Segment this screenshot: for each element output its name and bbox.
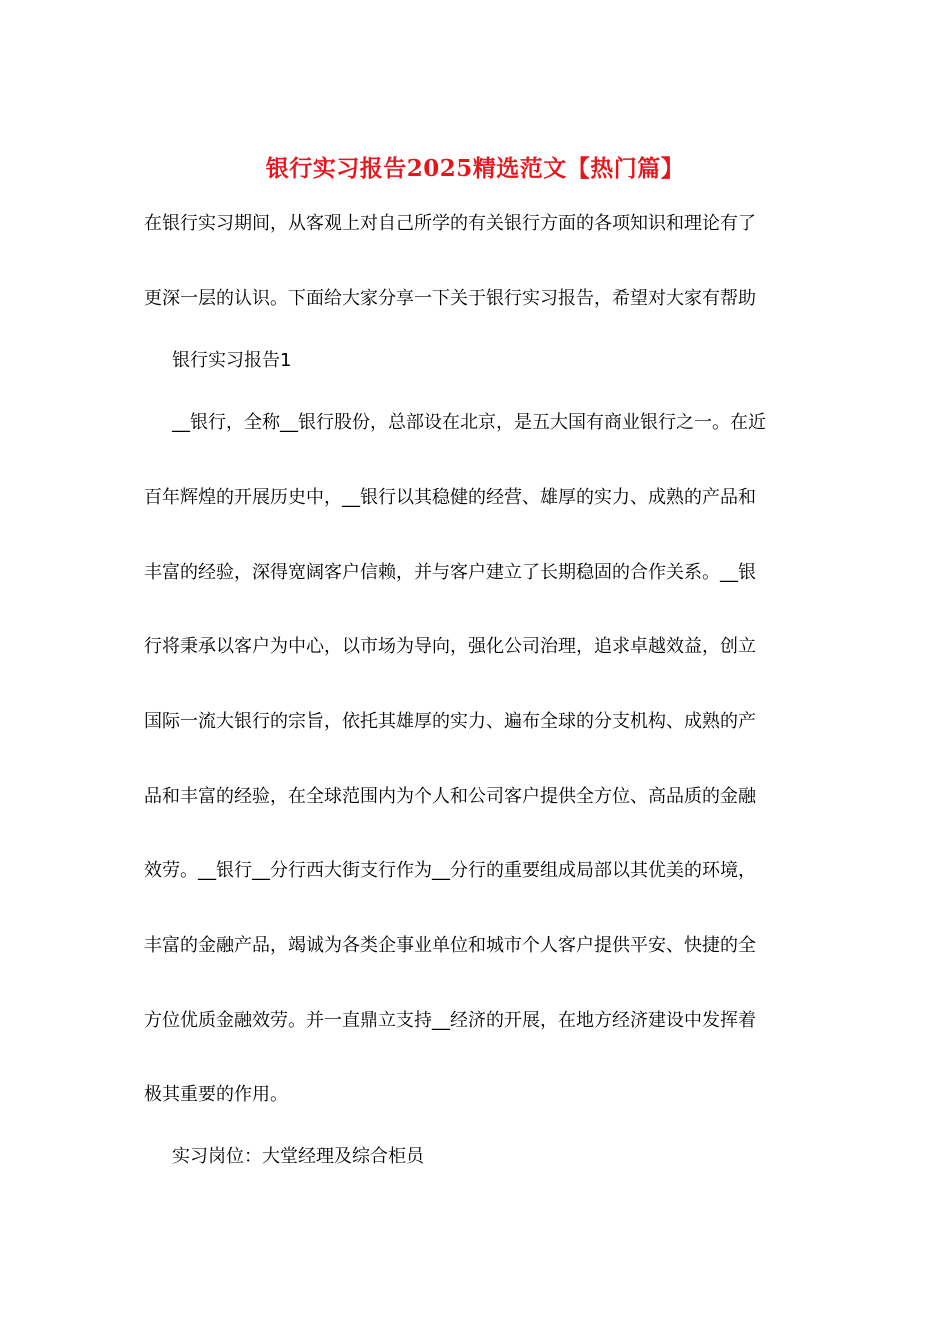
paragraph-line: 极其重要的作用。 (144, 1084, 288, 1105)
paragraph-line: 效劳。__银行__分行西大街支行作为__分行的重要组成局部以其优美的环境， (144, 860, 756, 881)
paragraph-line: 丰富的金融产品，竭诚为各类企事业单位和城市个人客户提供平安、快捷的全 (144, 935, 756, 956)
document-title: 银行实习报告2025精选范文【热门篇】 (265, 155, 685, 182)
paragraph-line: 品和丰富的经验，在全球范围内为个人和公司客户提供全方位、高品质的金融 (144, 786, 756, 807)
paragraph-line: __银行，全称__银行股份，总部设在北京，是五大国有商业银行之一。在近 (172, 412, 766, 433)
section-heading: 银行实习报告1 (172, 350, 292, 371)
section-heading: 实习岗位：大堂经理及综合柜员 (172, 1146, 424, 1167)
paragraph-line: 百年辉煌的开展历史中，__银行以其稳健的经营、雄厚的实力、成熟的产品和 (144, 487, 756, 508)
paragraph-line: 行将秉承以客户为中心，以市场为导向，强化公司治理，追求卓越效益，创立 (144, 636, 756, 657)
paragraph-line: 丰富的经验，深得宽阔客户信赖，并与客户建立了长期稳固的合作关系。__银 (144, 562, 756, 583)
paragraph-line: 更深一层的认识。下面给大家分享一下关于银行实习报告，希望对大家有帮助 (144, 288, 756, 309)
paragraph-line: 在银行实习期间，从客观上对自己所学的有关银行方面的各项知识和理论有了 (144, 213, 756, 234)
paragraph-line: 方位优质金融效劳。并一直鼎立支持__经济的开展，在地方经济建设中发挥着 (144, 1010, 756, 1031)
paragraph-line: 国际一流大银行的宗旨，依托其雄厚的实力、遍布全球的分支机构、成熟的产 (144, 711, 756, 732)
